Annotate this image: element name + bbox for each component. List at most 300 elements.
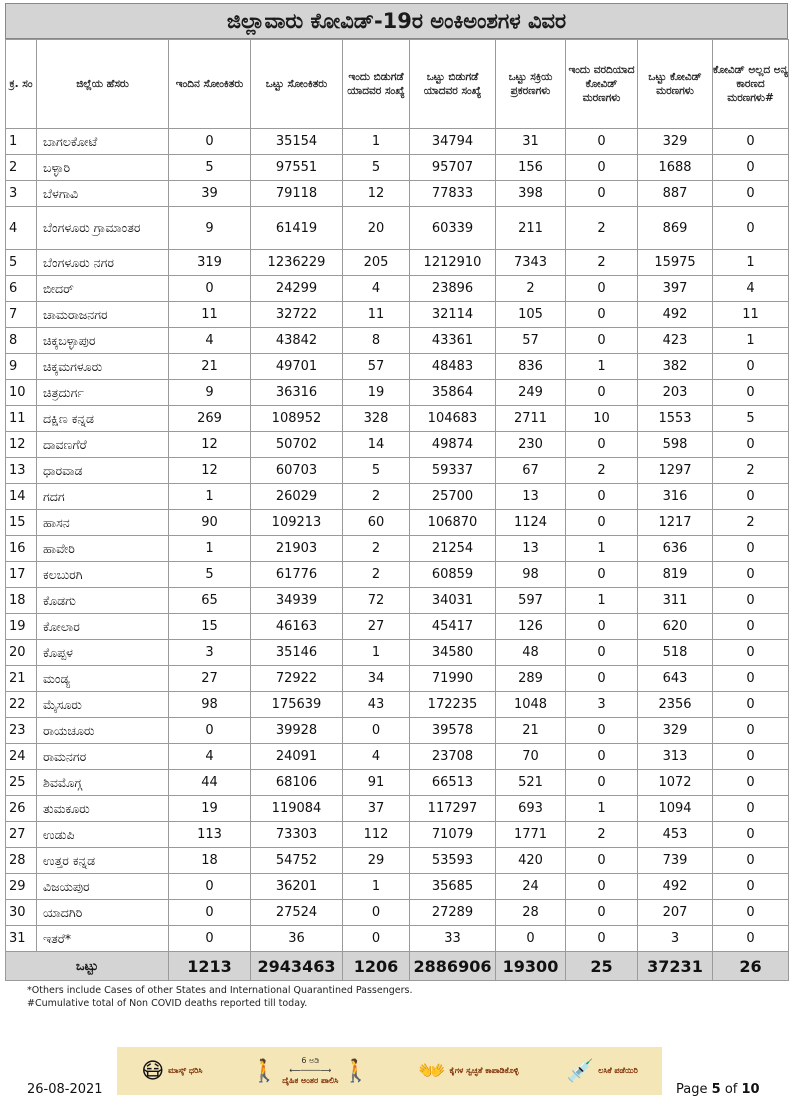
footnotes	[27, 984, 413, 1010]
cell-non-covid-deaths: 0	[713, 484, 789, 510]
cell-district: ಬೆಂಗಳೂರು ಗ್ರಾಮಾಂತರ	[37, 207, 169, 250]
cell-total-deaths: 1688	[638, 155, 713, 181]
total-label: ಒಟ್ಟು	[6, 952, 169, 981]
cell-total-deaths: 1094	[638, 796, 713, 822]
cell-active-cases: 156	[496, 155, 566, 181]
cell-today-cases: 113	[169, 822, 251, 848]
cell-non-covid-deaths: 4	[713, 276, 789, 302]
cell-non-covid-deaths: 2	[713, 458, 789, 484]
cell-total-cases: 79118	[251, 181, 343, 207]
table-row	[6, 588, 789, 614]
table-row	[6, 900, 789, 926]
cell-non-covid-deaths: 0	[713, 181, 789, 207]
cell-sl-no: 26	[6, 796, 37, 822]
cell-today-cases: 5	[169, 562, 251, 588]
cell-today-cases: 27	[169, 666, 251, 692]
cell-total-discharged: 34031	[410, 588, 496, 614]
cell-total-deaths: 869	[638, 207, 713, 250]
cell-non-covid-deaths: 2	[713, 510, 789, 536]
cell-total-cases: 35146	[251, 640, 343, 666]
cell-total-discharged: 59337	[410, 458, 496, 484]
cell-district: ಹಾವೇರಿ	[37, 536, 169, 562]
cell-total-discharged: 25700	[410, 484, 496, 510]
cell-today-deaths: 0	[566, 181, 638, 207]
cell-today-deaths: 2	[566, 207, 638, 250]
cell-total-discharged: 49874	[410, 432, 496, 458]
total-deaths: 37231	[638, 952, 713, 981]
cell-today-discharged: 5	[343, 458, 410, 484]
page-of: of	[724, 1082, 738, 1097]
cell-non-covid-deaths: 0	[713, 640, 789, 666]
cell-total-discharged: 35864	[410, 380, 496, 406]
cell-today-cases: 19	[169, 796, 251, 822]
cell-today-discharged: 12	[343, 181, 410, 207]
cell-today-deaths: 0	[566, 302, 638, 328]
banner-vaccine	[567, 1059, 638, 1084]
cell-total-cases: 61419	[251, 207, 343, 250]
cell-today-discharged: 91	[343, 770, 410, 796]
table-row	[6, 276, 789, 302]
cell-today-discharged: 0	[343, 926, 410, 952]
cell-total-discharged: 43361	[410, 328, 496, 354]
cell-total-cases: 175639	[251, 692, 343, 718]
cell-district: ಚಿತ್ರದುರ್ಗ	[37, 380, 169, 406]
table-body	[6, 129, 789, 952]
cell-active-cases: 2711	[496, 406, 566, 432]
report-date: 26-08-2021	[27, 1082, 103, 1097]
cell-sl-no: 9	[6, 354, 37, 380]
cell-sl-no: 29	[6, 874, 37, 900]
cell-district: ಮಂಡ್ಯ	[37, 666, 169, 692]
cell-non-covid-deaths: 0	[713, 207, 789, 250]
cell-today-deaths: 0	[566, 328, 638, 354]
table-row	[6, 302, 789, 328]
table-row	[6, 796, 789, 822]
cell-district: ಕೊಪ್ಪಳ	[37, 640, 169, 666]
cell-today-cases: 15	[169, 614, 251, 640]
cell-total-deaths: 453	[638, 822, 713, 848]
cell-total-discharged: 95707	[410, 155, 496, 181]
cell-today-cases: 39	[169, 181, 251, 207]
cell-active-cases: 249	[496, 380, 566, 406]
cell-today-cases: 18	[169, 848, 251, 874]
cell-today-discharged: 1	[343, 874, 410, 900]
cell-today-discharged: 112	[343, 822, 410, 848]
district-stats-table	[5, 39, 789, 981]
cell-non-covid-deaths: 0	[713, 155, 789, 181]
cell-today-discharged: 37	[343, 796, 410, 822]
cell-today-cases: 65	[169, 588, 251, 614]
hand-wash-icon: 👐	[418, 1058, 446, 1084]
cell-today-discharged: 4	[343, 276, 410, 302]
cell-sl-no: 1	[6, 129, 37, 155]
cell-total-cases: 97551	[251, 155, 343, 181]
cell-active-cases: 420	[496, 848, 566, 874]
cell-sl-no: 18	[6, 588, 37, 614]
cell-non-covid-deaths: 5	[713, 406, 789, 432]
table-row	[6, 744, 789, 770]
report-title: ಜಿಲ್ಲಾವಾರು ಕೋವಿಡ್-19ರ ಅಂಕಿಅಂಶಗಳ ವಿವರ	[5, 3, 788, 39]
cell-today-deaths: 0	[566, 484, 638, 510]
cell-total-discharged: 45417	[410, 614, 496, 640]
banner-distance-text: ದೈಹಿಕ ಅಂತರ ಪಾಲಿಸಿ	[282, 1076, 339, 1085]
cell-district: ರಾಯಚೂರು	[37, 718, 169, 744]
cell-sl-no: 5	[6, 250, 37, 276]
cell-today-deaths: 0	[566, 744, 638, 770]
table-row	[6, 874, 789, 900]
cell-today-deaths: 0	[566, 874, 638, 900]
cell-today-discharged: 1	[343, 640, 410, 666]
table-row	[6, 718, 789, 744]
cell-today-deaths: 1	[566, 588, 638, 614]
cell-today-discharged: 0	[343, 718, 410, 744]
header-non-covid-deaths: ಕೋವಿಡ್ ಅಲ್ಲದ ಅನ್ಯ ಕಾರಣದ ಮರಣಗಳು#	[713, 40, 789, 129]
table-row	[6, 129, 789, 155]
cell-total-deaths: 1217	[638, 510, 713, 536]
cell-sl-no: 24	[6, 744, 37, 770]
cell-non-covid-deaths: 0	[713, 692, 789, 718]
cell-non-covid-deaths: 0	[713, 432, 789, 458]
person-icon: 🚶	[342, 1058, 370, 1084]
cell-total-deaths: 636	[638, 536, 713, 562]
cell-district: ಕೊಡಗು	[37, 588, 169, 614]
cell-total-deaths: 15975	[638, 250, 713, 276]
cell-total-cases: 1236229	[251, 250, 343, 276]
cell-today-discharged: 29	[343, 848, 410, 874]
cell-today-deaths: 0	[566, 510, 638, 536]
total-today-discharged: 1206	[343, 952, 410, 981]
cell-district: ಉತ್ತರ ಕನ್ನಡ	[37, 848, 169, 874]
table-row	[6, 640, 789, 666]
cell-sl-no: 6	[6, 276, 37, 302]
cell-today-cases: 9	[169, 380, 251, 406]
cell-total-deaths: 329	[638, 129, 713, 155]
cell-total-deaths: 397	[638, 276, 713, 302]
cell-active-cases: 21	[496, 718, 566, 744]
cell-today-deaths: 3	[566, 692, 638, 718]
awareness-banner	[117, 1047, 662, 1095]
cell-total-discharged: 60339	[410, 207, 496, 250]
table-header-row	[6, 40, 789, 129]
cell-total-deaths: 518	[638, 640, 713, 666]
cell-total-deaths: 313	[638, 744, 713, 770]
cell-non-covid-deaths: 0	[713, 796, 789, 822]
cell-today-discharged: 34	[343, 666, 410, 692]
cell-active-cases: 28	[496, 900, 566, 926]
cell-today-deaths: 0	[566, 718, 638, 744]
cell-total-cases: 61776	[251, 562, 343, 588]
cell-total-cases: 119084	[251, 796, 343, 822]
cell-active-cases: 521	[496, 770, 566, 796]
cell-total-deaths: 643	[638, 666, 713, 692]
cell-district: ಶಿವಮೊಗ್ಗ	[37, 770, 169, 796]
cell-total-cases: 46163	[251, 614, 343, 640]
cell-today-deaths: 0	[566, 276, 638, 302]
cell-today-discharged: 72	[343, 588, 410, 614]
cell-active-cases: 13	[496, 484, 566, 510]
vaccine-icon: 💉	[566, 1058, 595, 1084]
cell-district: ಬೆಳಗಾವಿ	[37, 181, 169, 207]
cell-today-deaths: 0	[566, 380, 638, 406]
cell-non-covid-deaths: 0	[713, 744, 789, 770]
cell-today-deaths: 1	[566, 796, 638, 822]
cell-today-deaths: 10	[566, 406, 638, 432]
cell-total-discharged: 35685	[410, 874, 496, 900]
total-today-cases: 1213	[169, 952, 251, 981]
cell-non-covid-deaths: 0	[713, 718, 789, 744]
cell-today-deaths: 2	[566, 250, 638, 276]
cell-today-cases: 11	[169, 302, 251, 328]
cell-total-discharged: 60859	[410, 562, 496, 588]
cell-today-discharged: 0	[343, 900, 410, 926]
cell-non-covid-deaths: 0	[713, 848, 789, 874]
cell-today-cases: 12	[169, 432, 251, 458]
cell-today-cases: 21	[169, 354, 251, 380]
cell-active-cases: 289	[496, 666, 566, 692]
cell-today-cases: 98	[169, 692, 251, 718]
footnote-non-covid: #Cumulative total of Non COVID deaths reported till today.	[27, 998, 308, 1009]
cell-today-discharged: 60	[343, 510, 410, 536]
cell-total-deaths: 1553	[638, 406, 713, 432]
cell-today-discharged: 8	[343, 328, 410, 354]
cell-today-deaths: 0	[566, 640, 638, 666]
cell-total-discharged: 172235	[410, 692, 496, 718]
cell-today-cases: 319	[169, 250, 251, 276]
table-row	[6, 926, 789, 952]
header-today-discharged: ಇಂದು ಬಿಡುಗಡೆ ಯಾದವರ ಸಂಖ್ಯೆ	[343, 40, 410, 129]
cell-non-covid-deaths: 0	[713, 926, 789, 952]
cell-total-cases: 21903	[251, 536, 343, 562]
cell-district: ದಾವಣಗೆರೆ	[37, 432, 169, 458]
cell-non-covid-deaths: 0	[713, 822, 789, 848]
cell-active-cases: 398	[496, 181, 566, 207]
cell-district: ಚಾಮರಾಜನಗರ	[37, 302, 169, 328]
cell-today-cases: 0	[169, 129, 251, 155]
cell-total-cases: 27524	[251, 900, 343, 926]
cell-today-cases: 0	[169, 900, 251, 926]
cell-total-discharged: 77833	[410, 181, 496, 207]
total-discharged: 2886906	[410, 952, 496, 981]
cell-district: ಬೆಂಗಳೂರು ನಗರ	[37, 250, 169, 276]
cell-district: ಧಾರವಾಡ	[37, 458, 169, 484]
header-today-deaths: ಇಂದು ವರದಿಯಾದ ಕೋವಿಡ್ ಮರಣಗಳು	[566, 40, 638, 129]
cell-sl-no: 16	[6, 536, 37, 562]
page-total: 10	[741, 1082, 760, 1097]
cell-today-discharged: 5	[343, 155, 410, 181]
cell-total-deaths: 887	[638, 181, 713, 207]
banner-hands-text: ಕೈಗಳ ಸ್ವಚ್ಛತೆ ಕಾಪಾಡಿಕೊಳ್ಳಿ	[449, 1066, 519, 1075]
cell-sl-no: 25	[6, 770, 37, 796]
cell-today-discharged: 27	[343, 614, 410, 640]
cell-active-cases: 597	[496, 588, 566, 614]
distance-arrow	[282, 1056, 338, 1086]
cell-active-cases: 693	[496, 796, 566, 822]
cell-today-cases: 4	[169, 328, 251, 354]
table-row	[6, 562, 789, 588]
cell-sl-no: 21	[6, 666, 37, 692]
cell-active-cases: 0	[496, 926, 566, 952]
cell-total-discharged: 34794	[410, 129, 496, 155]
footnote-others: *Others include Cases of other States and International Quarantined Passengers.	[27, 985, 413, 996]
cell-district: ಉಡುಪಿ	[37, 822, 169, 848]
cell-total-discharged: 71079	[410, 822, 496, 848]
cell-today-cases: 44	[169, 770, 251, 796]
cell-total-deaths: 382	[638, 354, 713, 380]
distance-value: 6 ಅಡಿ	[301, 1056, 320, 1065]
cell-active-cases: 70	[496, 744, 566, 770]
cell-district: ಬಾಗಲಕೋಟೆ	[37, 129, 169, 155]
header-sl-no: ಕ್ರ. ಸಂ	[6, 40, 37, 129]
cell-today-deaths: 2	[566, 822, 638, 848]
cell-non-covid-deaths: 0	[713, 536, 789, 562]
page-number	[676, 1082, 760, 1097]
cell-today-deaths: 0	[566, 562, 638, 588]
cell-total-cases: 73303	[251, 822, 343, 848]
cell-today-cases: 0	[169, 718, 251, 744]
table-row	[6, 155, 789, 181]
table-row	[6, 770, 789, 796]
table-row	[6, 406, 789, 432]
cell-district: ಚಿಕ್ಕಬಳ್ಳಾಪುರ	[37, 328, 169, 354]
table-row	[6, 354, 789, 380]
cell-sl-no: 20	[6, 640, 37, 666]
cell-total-deaths: 1297	[638, 458, 713, 484]
cell-total-cases: 32722	[251, 302, 343, 328]
cell-active-cases: 24	[496, 874, 566, 900]
total-active: 19300	[496, 952, 566, 981]
cell-total-deaths: 620	[638, 614, 713, 640]
cell-sl-no: 2	[6, 155, 37, 181]
table-row	[6, 484, 789, 510]
cell-sl-no: 31	[6, 926, 37, 952]
cell-sl-no: 14	[6, 484, 37, 510]
cell-total-cases: 35154	[251, 129, 343, 155]
cell-total-discharged: 66513	[410, 770, 496, 796]
cell-district: ವಿಜಯಪುರ	[37, 874, 169, 900]
page-current: 5	[711, 1082, 721, 1097]
cell-total-discharged: 23708	[410, 744, 496, 770]
cell-district: ಹಾಸನ	[37, 510, 169, 536]
header-active-cases: ಒಟ್ಟು ಸಕ್ರಿಯ ಪ್ರಕರಣಗಳು	[496, 40, 566, 129]
cell-today-cases: 3	[169, 640, 251, 666]
header-total-deaths: ಒಟ್ಟು ಕೋವಿಡ್ ಮರಣಗಳು	[638, 40, 713, 129]
cell-today-discharged: 19	[343, 380, 410, 406]
cell-total-discharged: 104683	[410, 406, 496, 432]
cell-district: ದಕ್ಷಿಣ ಕನ್ನಡ	[37, 406, 169, 432]
cell-total-cases: 72922	[251, 666, 343, 692]
cell-district: ಯಾದಗಿರಿ	[37, 900, 169, 926]
table-row	[6, 536, 789, 562]
banner-vaccine-text: ಲಸಿಕೆ ಪಡೆಯಿರಿ	[598, 1066, 638, 1075]
cell-total-cases: 39928	[251, 718, 343, 744]
cell-today-cases: 90	[169, 510, 251, 536]
cell-today-discharged: 57	[343, 354, 410, 380]
cell-sl-no: 15	[6, 510, 37, 536]
cell-today-discharged: 14	[343, 432, 410, 458]
cell-today-cases: 9	[169, 207, 251, 250]
cell-today-cases: 0	[169, 276, 251, 302]
cell-sl-no: 13	[6, 458, 37, 484]
cell-total-cases: 24091	[251, 744, 343, 770]
cell-district: ಮೈಸೂರು	[37, 692, 169, 718]
cell-total-deaths: 819	[638, 562, 713, 588]
cell-today-discharged: 2	[343, 562, 410, 588]
cell-today-deaths: 0	[566, 155, 638, 181]
table-row	[6, 380, 789, 406]
cell-sl-no: 23	[6, 718, 37, 744]
total-cases: 2943463	[251, 952, 343, 981]
cell-today-deaths: 0	[566, 614, 638, 640]
cell-sl-no: 4	[6, 207, 37, 250]
cell-total-deaths: 311	[638, 588, 713, 614]
table-row	[6, 822, 789, 848]
cell-active-cases: 211	[496, 207, 566, 250]
cell-active-cases: 2	[496, 276, 566, 302]
cell-total-deaths: 492	[638, 874, 713, 900]
cell-today-cases: 0	[169, 874, 251, 900]
cell-sl-no: 19	[6, 614, 37, 640]
cell-today-discharged: 11	[343, 302, 410, 328]
cell-today-discharged: 2	[343, 484, 410, 510]
cell-active-cases: 126	[496, 614, 566, 640]
banner-hands	[418, 1059, 519, 1084]
cell-total-cases: 36	[251, 926, 343, 952]
cell-total-discharged: 21254	[410, 536, 496, 562]
cell-total-cases: 24299	[251, 276, 343, 302]
banner-mask	[141, 1059, 202, 1084]
cell-district: ತುಮಕೂರು	[37, 796, 169, 822]
cell-total-discharged: 33	[410, 926, 496, 952]
cell-today-discharged: 205	[343, 250, 410, 276]
cell-non-covid-deaths: 0	[713, 588, 789, 614]
cell-non-covid-deaths: 0	[713, 666, 789, 692]
table-row	[6, 432, 789, 458]
cell-total-cases: 43842	[251, 328, 343, 354]
cell-today-deaths: 0	[566, 129, 638, 155]
header-total-cases: ಒಟ್ಟು ಸೋಂಕಿತರು	[251, 40, 343, 129]
cell-total-deaths: 203	[638, 380, 713, 406]
cell-total-deaths: 492	[638, 302, 713, 328]
cell-district: ಗದಗ	[37, 484, 169, 510]
cell-total-cases: 109213	[251, 510, 343, 536]
header-total-discharged: ಒಟ್ಟು ಬಿಡುಗಡೆ ಯಾದವರ ಸಂಖ್ಯೆ	[410, 40, 496, 129]
cell-active-cases: 57	[496, 328, 566, 354]
cell-district: ಕೋಲಾರ	[37, 614, 169, 640]
cell-today-cases: 4	[169, 744, 251, 770]
banner-mask-text: ಮಾಸ್ಕ್ ಧರಿಸಿ	[168, 1066, 203, 1075]
cell-total-deaths: 329	[638, 718, 713, 744]
cell-total-cases: 68106	[251, 770, 343, 796]
cell-total-deaths: 207	[638, 900, 713, 926]
cell-sl-no: 8	[6, 328, 37, 354]
cell-today-cases: 5	[169, 155, 251, 181]
cell-district: ರಾಮನಗರ	[37, 744, 169, 770]
cell-active-cases: 48	[496, 640, 566, 666]
cell-today-cases: 12	[169, 458, 251, 484]
table-row	[6, 692, 789, 718]
banner-distance	[251, 1056, 370, 1086]
cell-sl-no: 3	[6, 181, 37, 207]
cell-today-deaths: 0	[566, 900, 638, 926]
cell-total-deaths: 423	[638, 328, 713, 354]
cell-sl-no: 30	[6, 900, 37, 926]
cell-today-deaths: 0	[566, 848, 638, 874]
cell-district: ಇತರೆ*	[37, 926, 169, 952]
cell-today-deaths: 1	[566, 536, 638, 562]
cell-total-discharged: 53593	[410, 848, 496, 874]
cell-total-deaths: 316	[638, 484, 713, 510]
cell-active-cases: 836	[496, 354, 566, 380]
